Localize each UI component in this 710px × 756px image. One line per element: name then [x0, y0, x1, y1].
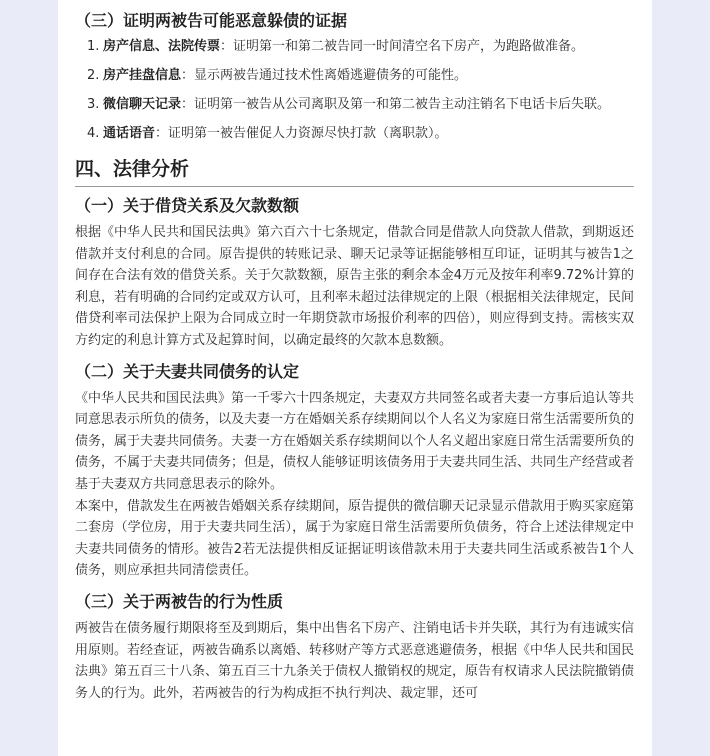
document-page	[58, 0, 652, 756]
section-heading-evasion-evidence: （三）证明两被告可能恶意躲债的证据	[75, 11, 348, 30]
subsection-heading-loan-relationship: （一）关于借贷关系及欠款数额	[75, 196, 300, 215]
section-heading-legal-analysis: 四、法律分析	[75, 156, 634, 187]
document-content	[58, 10, 652, 704]
list-item-term: 微信聊天记录	[103, 97, 182, 112]
list-item	[75, 35, 634, 59]
list-number: 4.	[87, 126, 100, 141]
list-item-text: ：证明第一被告从公司离职及第一和第二被告主动注销名下电话卡后失联。	[181, 97, 611, 112]
subsection-heading-joint-debt: （二）关于夫妻共同债务的认定	[75, 361, 300, 381]
evidence-list	[75, 35, 634, 146]
list-item-term: 房产信息、法院传票	[103, 39, 221, 54]
paragraph-conduct-nature: 两被告在债务履行期限将至及到期后，集中出售名下房产、注销电话卡并失联，其行为有违诚实信用原则。若经查证，两被告确系以离婚、转移财产等方式恶意逃避债务，根据《中华人民共和国民法典》第五百三十八条、第五百三十九条关于债权人撤销权的规定，原告有权请求人民法院撤销债务人的行为。此外，若两被告的行为构成拒不执行判决、裁定罪，还可	[75, 620, 635, 701]
list-number: 3.	[87, 97, 100, 112]
list-item-text: ：证明第一被告催促人力资源尽快打款（离职款）。	[155, 126, 448, 141]
list-item-text: ：显示两被告通过技术性离婚逃避债务的可能性。	[181, 68, 468, 83]
list-item-text: ：证明第一和第二被告同一时间清空名下房产，为跑路做准备。	[220, 39, 585, 54]
list-item	[75, 122, 634, 146]
list-item-term: 通话语音	[103, 126, 156, 141]
paragraph-loan-relationship: 根据《中华人民共和国民法典》第六百六十七条规定，借款合同是借款人向贷款人借款，到期返还借款并支付利息的合同。原告提供的转账记录、聊天记录等证据能够相互印证，证明其与被告1之间存在合法有效的借贷关系。关于欠款数额，原告主张的剩余本金4万元及按年利率9.72%计算的利息，若有明确的合同约定或双方认可，且利率未超过法律规定的上限（根据相关法律规定，民间借贷利率司法保护上限为合同成立时一年期贷款市场报价利率的四倍），则应得到支持。需核实双方约定的利息计算方式及起算时间，以确定最终的欠款本息数额。	[75, 225, 635, 348]
paragraph-joint-debt-case: 本案中，借款发生在两被告婚姻关系存续期间，原告提供的微信聊天记录显示借款用于购买家庭第二套房（学位房，用于夫妻共同生活），属于为家庭日常生活需要所负债务，符合上述法律规定中夫妻共同债务的情形。被告2若无法提供相反证据证明该借款未用于夫妻共同生活或系被告1个人债务，则应承担共同清偿责任。	[75, 498, 635, 579]
list-number: 1.	[87, 39, 100, 54]
list-number: 2.	[87, 68, 100, 83]
subsection-heading-conduct-nature: （三）关于两被告的行为性质	[75, 591, 284, 611]
paragraph-joint-debt-law: 《中华人民共和国民法典》第一千零六十四条规定，夫妻双方共同签名或者夫妻一方事后追认等共同意思表示所负的债务，以及夫妻一方在婚姻关系存续期间以个人名义为家庭日常生活需要所负的债务，属于夫妻共同债务。夫妻一方在婚姻关系存续期间以个人名义超出家庭日常生活需要所负的债务，不属于夫妻共同债务；但是，债权人能够证明该债务用于夫妻共同生活、共同生产经营或者基于夫妻双方共同意思表示的除外。	[75, 390, 635, 492]
list-item	[75, 64, 634, 88]
list-item	[75, 93, 634, 117]
list-item-term: 房产挂盘信息	[103, 68, 182, 83]
